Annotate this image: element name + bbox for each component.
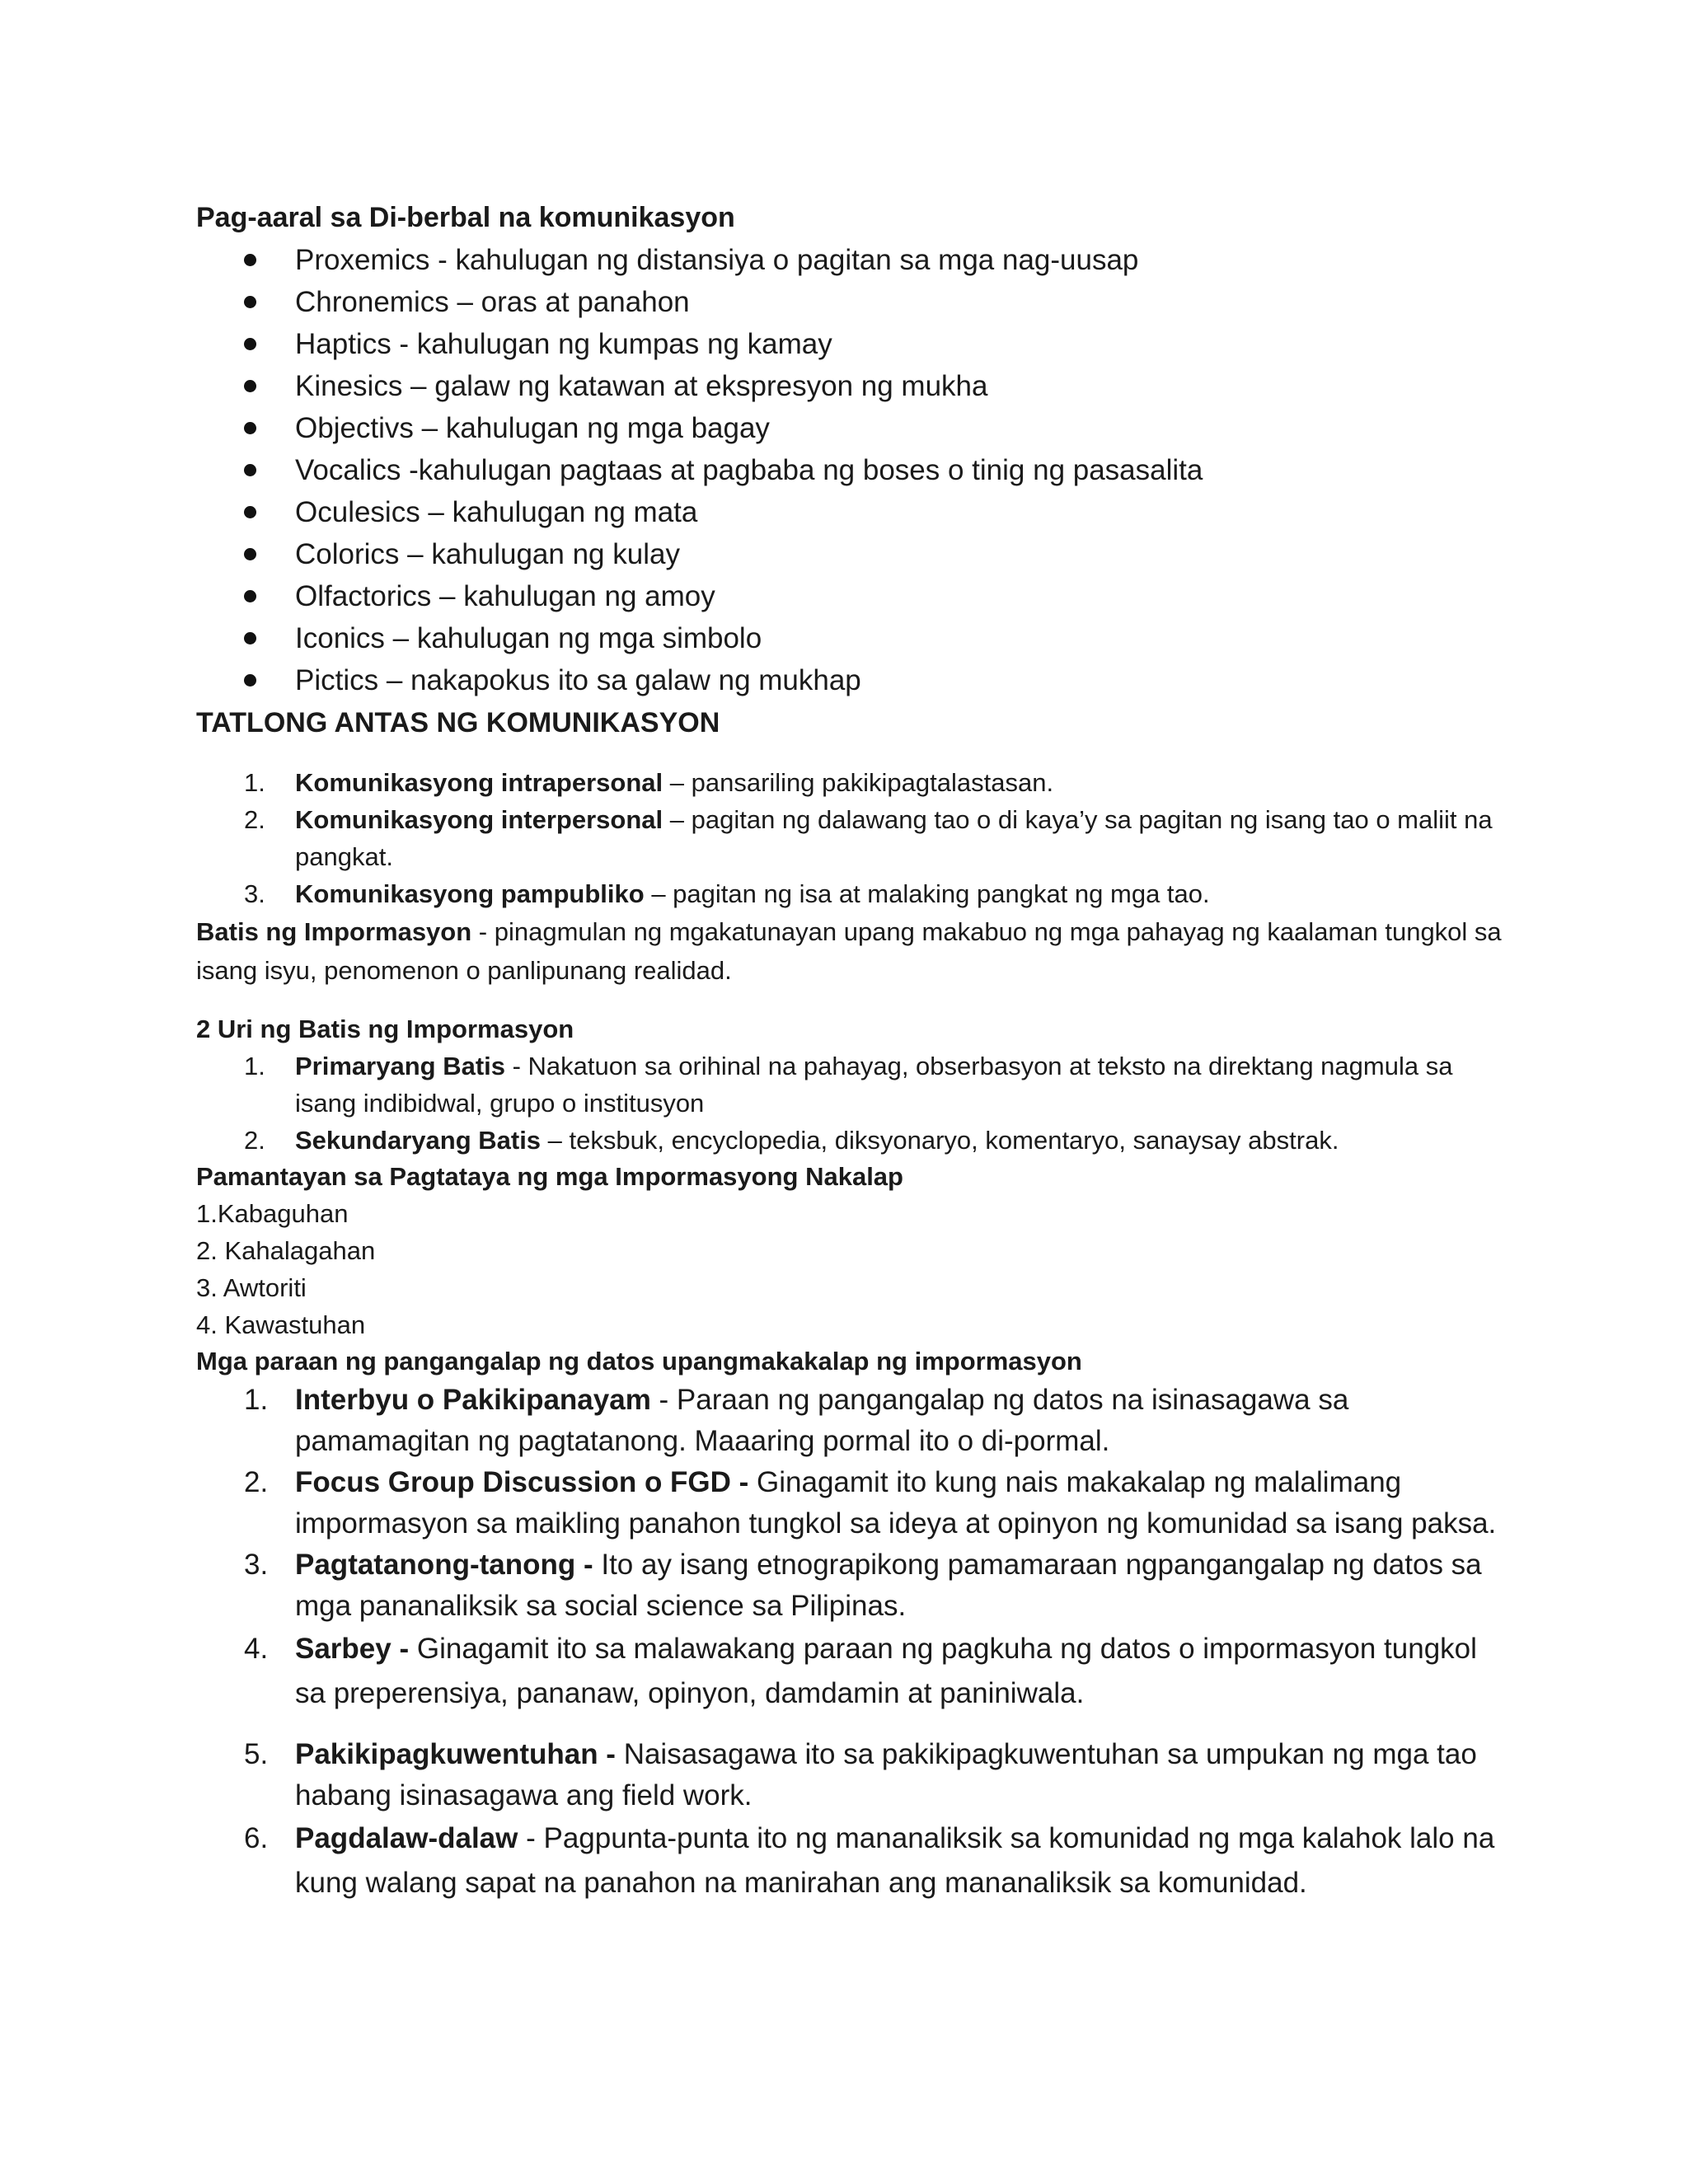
bullet-icon	[244, 380, 256, 392]
list-item: 6. Pagdalaw-dalaw - Pagpunta-punta ito ng mananaliksik sa komunidad ng mga kalahok lalo na kung walang sapat na panahon na manirahan ang mananaliksik sa komunidad.	[244, 1822, 1495, 1899]
bullet-icon	[244, 254, 256, 266]
bullet-icon	[244, 338, 256, 350]
batis-definition: Batis ng Impormasyon - pinagmulan ng mgakatunayan upang makabuo ng mga pahayag ng kaalaman tungkol sa isang isyu, penomenon o panlipunang realidad.	[196, 917, 1502, 985]
list-item: Objectivs – kahulugan ng mga bagay	[196, 407, 1515, 449]
list-item: Pictics – nakapokus ito sa galaw ng mukhap	[196, 659, 1515, 701]
list-item: 1. Primaryang Batis - Nakatuon sa orihinal na pahayag, obserbasyon at teksto na direktang nagmula sa isang indibidwal, grupo o institusyon	[244, 1052, 1453, 1118]
list-item: Colorics – kahulugan ng kulay	[196, 533, 1515, 575]
bullet-icon	[244, 422, 256, 434]
list-item: Proxemics - kahulugan ng distansiya o pagitan sa mga nag-uusap	[196, 239, 1515, 281]
bullet-icon	[244, 590, 256, 602]
pamantayan-item: 2. Kahalagahan	[196, 1236, 376, 1265]
bullet-icon	[244, 464, 256, 476]
list-item: 3. Pagtatanong-tanong - Ito ay isang etnograpikong pamamaraan ngpangangalap ng datos sa mga pananaliksik sa social science sa Pilipinas.	[244, 1549, 1482, 1622]
list-item: Haptics - kahulugan ng kumpas ng kamay	[196, 323, 1515, 365]
bullet-icon	[244, 296, 256, 308]
list-item: Vocalics -kahulugan pagtaas at pagbaba ng boses o tinig ng pasasalita	[196, 449, 1515, 491]
pamantayan-item: 1.Kabaguhan	[196, 1199, 349, 1228]
list-item: Chronemics – oras at panahon	[196, 281, 1515, 323]
list-item: 4. Sarbey - Ginagamit ito sa malawakang paraan ng pagkuha ng datos o impormasyon tungkol sa preperensiya, pananaw, opinyon, damdamin at paniniwala.	[244, 1633, 1477, 1709]
pamantayan-item: 4. Kawastuhan	[196, 1310, 366, 1339]
uri-ng-batis-list	[196, 1047, 1515, 1159]
list-item: 1. Komunikasyong intrapersonal – pansariling pakikipagtalastasan.	[244, 768, 1054, 797]
antas-list	[196, 764, 1515, 912]
list-item: 2. Focus Group Discussion o FGD - Ginagamit ito kung nais makakalap ng malalimang impormasyon sa maikling panahon tungkol sa ideya at opinyon ng komunidad sa isang paksa.	[244, 1466, 1497, 1540]
list-item: 1. Interbyu o Pakikipanayam - Paraan ng pangangalap ng datos na isinasagawa sa pamamagitan ng pagtatanong. Maaaring pormal ito o di-pormal.	[244, 1384, 1349, 1457]
di-berbal-list	[196, 239, 1515, 701]
list-item: 2. Sekundaryang Batis – teksbuk, encyclopedia, diksyonaryo, komentaryo, sanaysay abstrak.	[244, 1126, 1339, 1155]
list-item: Kinesics – galaw ng katawan at ekspresyon ng mukha	[196, 365, 1515, 407]
list-item: 2. Komunikasyong interpersonal – pagitan ng dalawang tao o di kaya’y sa pagitan ng isang tao o maliit na pangkat.	[244, 805, 1493, 871]
paraan-list	[196, 1380, 1515, 1905]
list-item: Oculesics – kahulugan ng mata	[196, 491, 1515, 533]
section-heading-paraan: Mga paraan ng pangangalap ng datos upangmakakalap ng impormasyon	[196, 1347, 1082, 1376]
list-item: Iconics – kahulugan ng mga simbolo	[196, 617, 1515, 659]
section-heading-pamantayan: Pamantayan sa Pagtataya ng mga Impormasyong Nakalap	[196, 1162, 903, 1191]
bullet-icon	[244, 674, 256, 687]
section-heading-antas: TATLONG ANTAS NG KOMUNIKASYON	[196, 707, 720, 738]
document-page	[196, 196, 1515, 1905]
bullet-icon	[244, 632, 256, 644]
list-item: 5. Pakikipagkuwentuhan - Naisasagawa ito sa pakikipagkuwentuhan sa umpukan ng mga tao habang isinasagawa ang field work.	[244, 1738, 1477, 1811]
pamantayan-item: 3. Awtoriti	[196, 1273, 307, 1302]
bullet-icon	[244, 548, 256, 560]
list-item: 3. Komunikasyong pampubliko – pagitan ng isa at malaking pangkat ng mga tao.	[244, 879, 1210, 908]
list-item: Olfactorics – kahulugan ng amoy	[196, 575, 1515, 617]
bullet-icon	[244, 506, 256, 518]
section-heading-di-berbal: Pag-aaral sa Di-berbal na komunikasyon	[196, 202, 735, 233]
section-heading-uri-ng-batis: 2 Uri ng Batis ng Impormasyon	[196, 1015, 574, 1043]
